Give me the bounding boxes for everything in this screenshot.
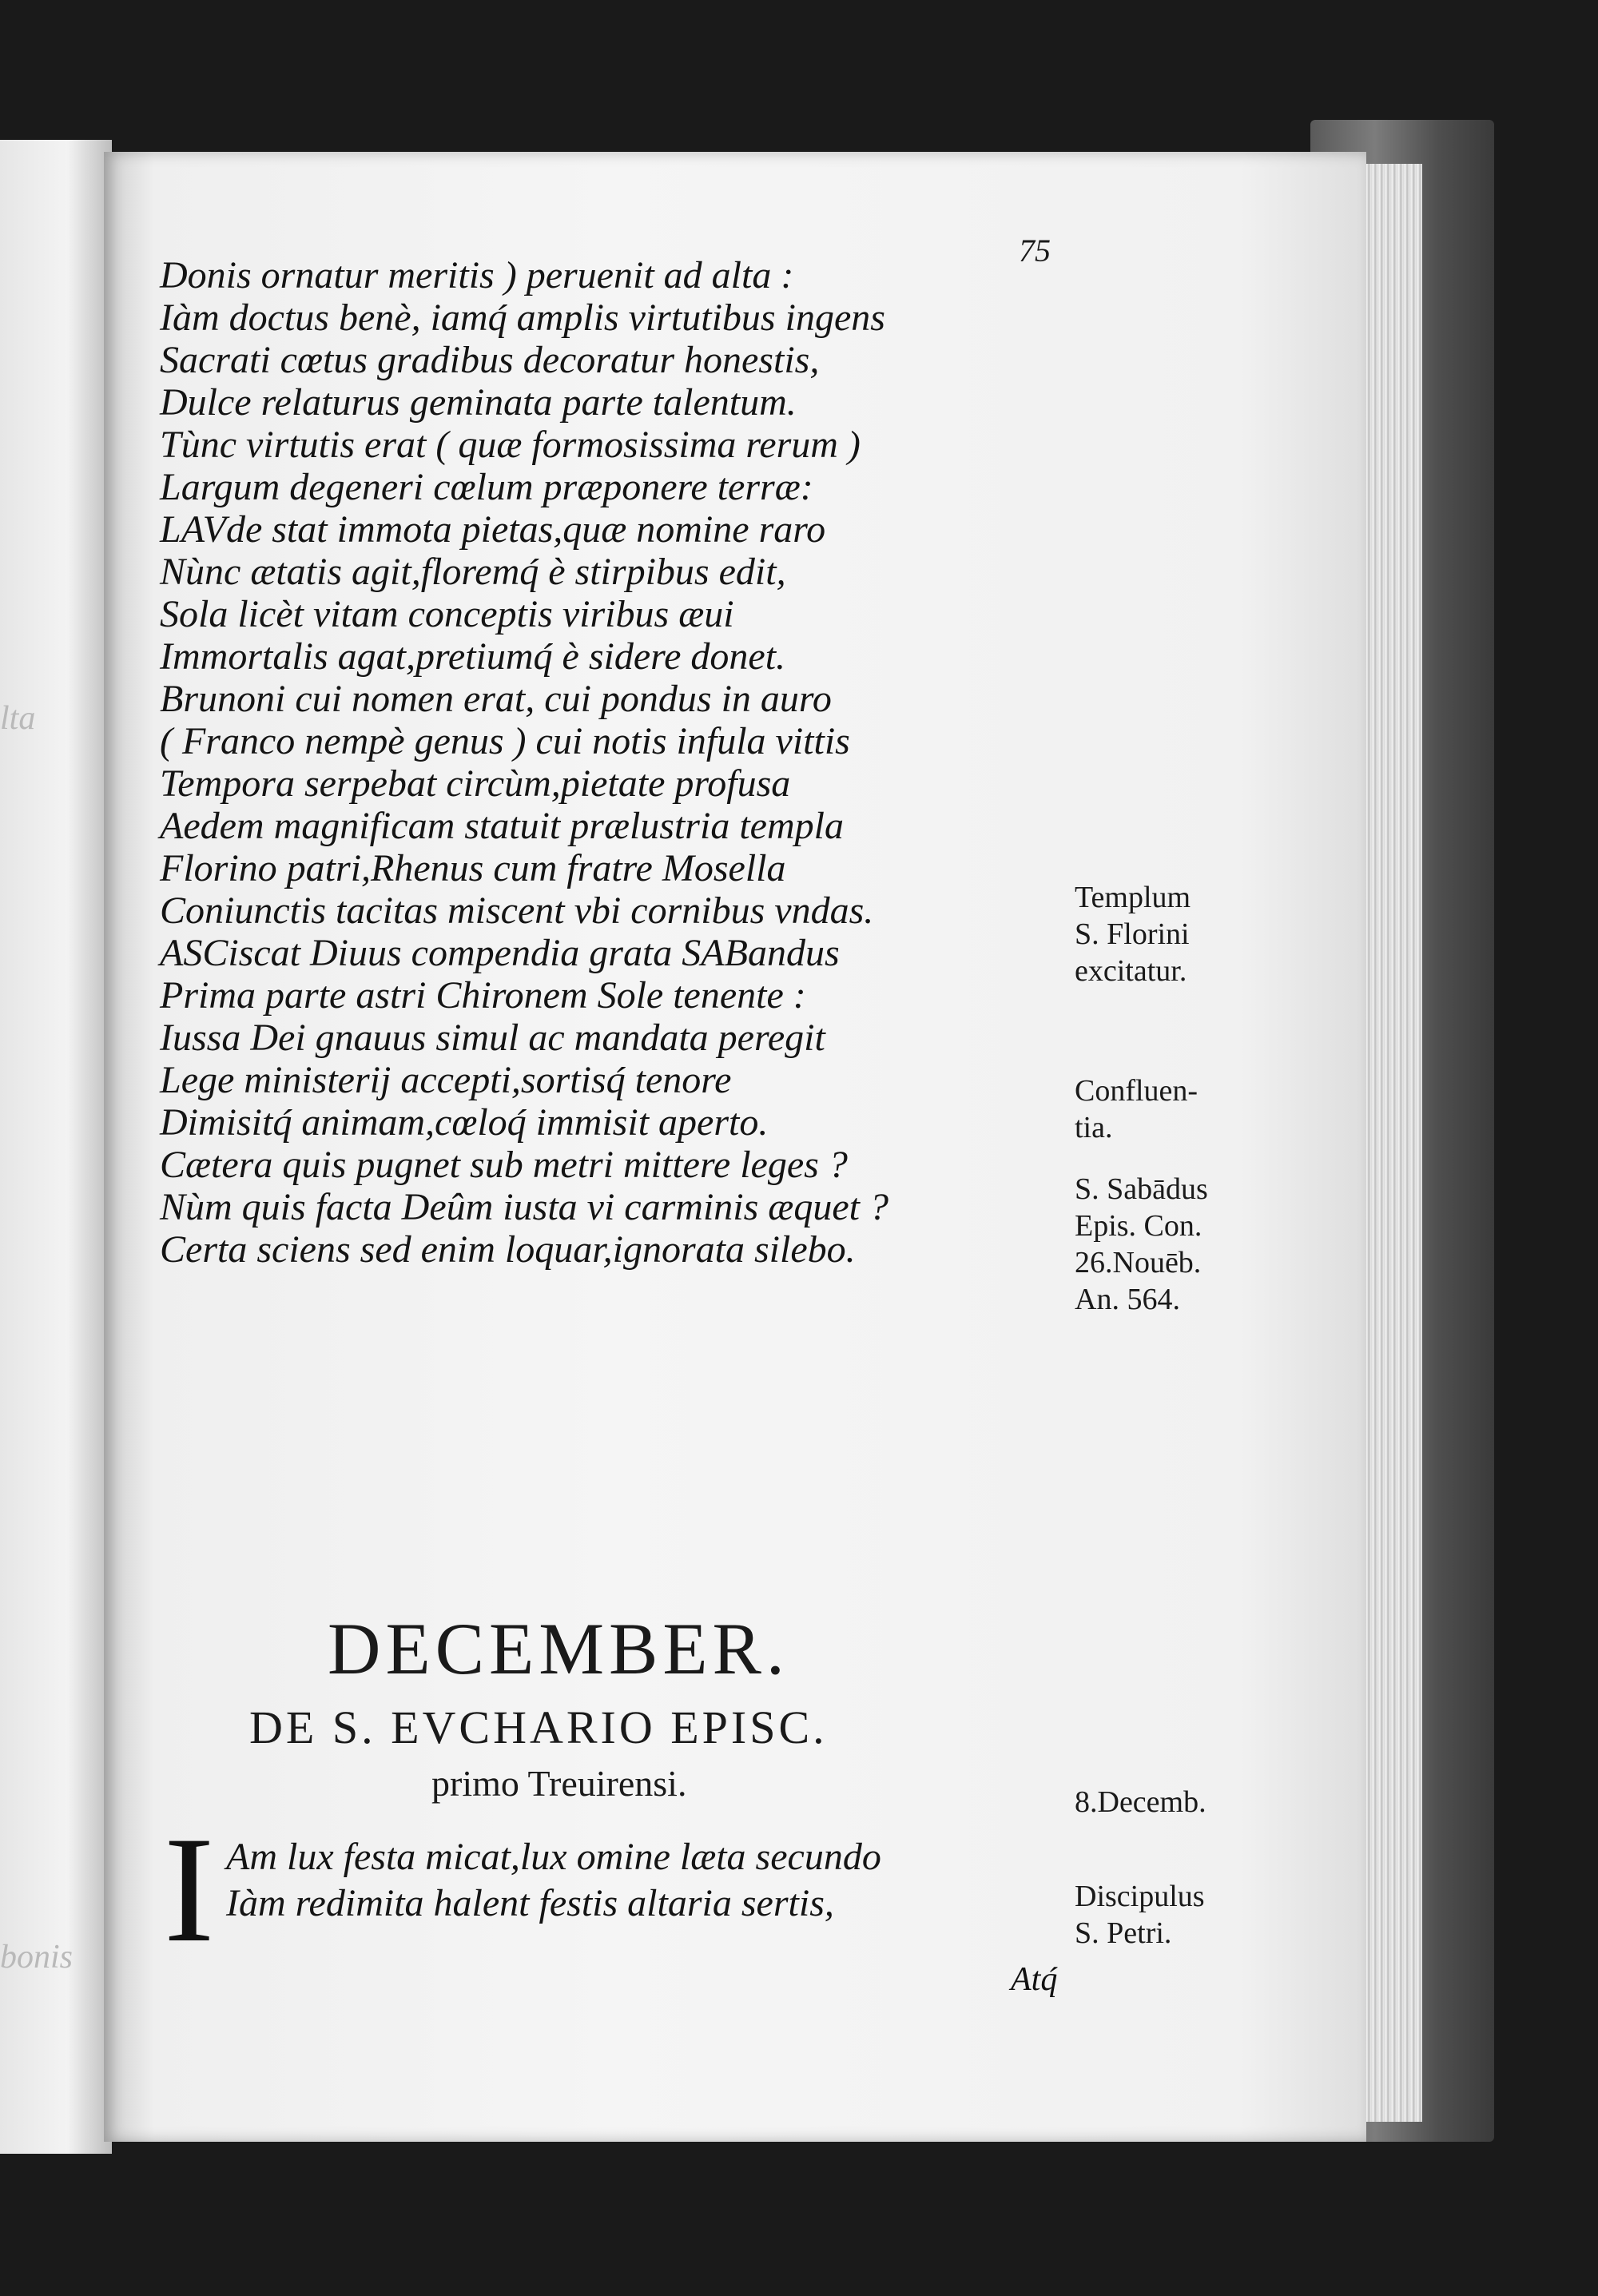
verse-line: Certa sciens sed enim loquar,ignorata silebo. — [160, 1228, 856, 1271]
verse-line: Immortalis agat,pretiumq́ è sidere donet. — [160, 635, 786, 678]
verse-line: Tùnc virtutis erat ( quæ formosissima rerum ) — [160, 424, 861, 466]
margin-note — [1075, 1171, 1208, 1318]
verse-line: Brunoni cui nomen erat, cui pondus in auro — [160, 678, 832, 720]
verse-line: Prima parte astri Chironem Sole tenente : — [160, 974, 806, 1017]
margin-note-line: 26.Nouēb. — [1075, 1246, 1202, 1279]
margin-note-line: Epis. Con. — [1075, 1209, 1202, 1243]
margin-note-line: tia. — [1075, 1111, 1113, 1144]
verse-line: Lege ministerij accepti,sortisq́ tenore — [160, 1059, 732, 1101]
catchword: Atq́ — [1011, 1961, 1058, 1998]
verse-line: Sacrati cœtus gradibus decoratur honestis, — [160, 339, 820, 381]
margin-note — [1075, 1784, 1206, 1820]
verse-line: Nùnc ætatis agit,floremq́ è stirpibus edit, — [160, 551, 786, 593]
verse-line: Nùm quis facta Deûm iusta vi carminis æquet ? — [160, 1186, 888, 1228]
verse-line: Tempora serpebat circùm,pietate profusa — [160, 762, 791, 805]
verse-line: Iàm redimita halent festis altaria sertis, — [226, 1882, 834, 1924]
verse-line: Donis ornatur meritis ) peruenit ad alta : — [160, 254, 794, 296]
verse-line: Florino patri,Rhenus cum fratre Mosella — [160, 847, 786, 889]
verse-line: Cætera quis pugnet sub metri mittere leges ? — [160, 1144, 848, 1186]
verse-line: LAVde stat immota pietas,quæ nomine raro — [160, 508, 826, 551]
drop-cap: I — [164, 1806, 215, 1974]
section-heading: DECEMBER. — [328, 1608, 789, 1689]
verse-line: Largum degeneri cœlum præponere terræ: — [160, 466, 813, 508]
verse-line: Sola licèt vitam conceptis viribus æui — [160, 593, 734, 635]
facing-page-fragment: lta — [0, 700, 36, 737]
margin-note-line: excitatur. — [1075, 954, 1187, 988]
verse-line: Dulce relaturus geminata parte talentum. — [160, 381, 797, 424]
verse-line: Dimisitq́ animam,cœloq́ immisit aperto. — [160, 1101, 769, 1144]
facing-page — [0, 140, 112, 2154]
margin-note-line: Confluen- — [1075, 1074, 1198, 1108]
opening-verse — [226, 1834, 881, 1927]
margin-note-line: S. Florini — [1075, 917, 1190, 951]
facing-page-fragment: bonis — [0, 1939, 74, 1976]
margin-note — [1075, 1878, 1205, 1952]
margin-note-line: S. Sabādus — [1075, 1172, 1208, 1206]
verse-line: ASCiscat Diuus compendia grata SABandus — [160, 932, 840, 974]
verse-line: Iàm doctus benè, iamq́ amplis virtutibus ingens — [160, 296, 885, 339]
verse-text — [160, 254, 1039, 1271]
page-number: 75 — [1019, 233, 1051, 269]
section-subheading: DE S. EVCHARIO EPISC. — [249, 1701, 828, 1753]
verse-line: Am lux festa micat,lux omine læta secundo — [226, 1836, 881, 1878]
verse-line: ( Franco nempè genus ) cui notis infula vittis — [160, 720, 850, 762]
margin-note — [1075, 1072, 1198, 1146]
margin-note-line: 8.Decemb. — [1075, 1785, 1206, 1819]
verse-line: Aedem magnificam statuit prælustria templa — [160, 805, 844, 847]
margin-note-line: S. Petri. — [1075, 1916, 1172, 1950]
margin-note-line: Templum — [1075, 881, 1191, 914]
margin-note-line: Discipulus — [1075, 1880, 1205, 1913]
verse-line: Coniunctis tacitas miscent vbi cornibus vndas. — [160, 889, 874, 932]
section-subheading-line2: primo Treuirensi. — [431, 1763, 687, 1804]
margin-note — [1075, 879, 1191, 989]
margin-note-line: An. 564. — [1075, 1283, 1180, 1316]
verse-line: Iussa Dei gnauus simul ac mandata peregit — [160, 1017, 825, 1059]
